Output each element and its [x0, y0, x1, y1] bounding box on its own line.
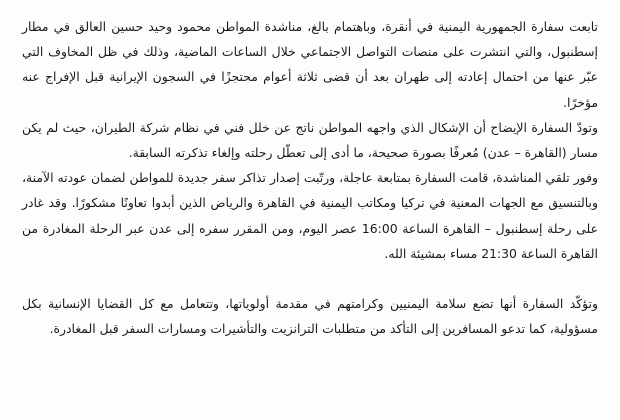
paragraph-explanation: وتودّ السفارة الإيضاح أن الإشكال الذي واجهه المواطن ناتج عن خلل فني في نظام شركة الطيران، حيث لم يكن مسار (القاهرة – عدن) مُعرفًا بصورة صحيحة، ما أدى إلى تعطّل رحلته وإلغاء تذكرته السابقة. — [22, 119, 598, 161]
statement-body — [22, 14, 598, 341]
paragraph-commitment: وتؤكّد السفارة أنها تضع سلامة اليمنيين وكرامتهم في مقدمة أولوياتها، وتتعامل مع كل القضايا الإنسانية بكل مسؤولية، كما تدعو المسافرين إلى التأكد من متطلبات الترانزيت والتأشيرات ومسارات السفر قبل المغادرة. — [22, 296, 598, 337]
paragraph-incident: تابعت سفارة الجمهورية اليمنية في أنقرة، وباهتمام بالغ، مناشدة المواطن محمود وحيد حسين العالق في مطار إسطنبول، والتي انتشرت على منصات التواصل الاجتماعي خلال الساعات الماضية، وذلك في ظل المخاوف التي عبّر عنها من احتمال إعادته إلى طهران بعد أن قضى ثلاثة أعوام محتجزًا في السجون الإيرانية قبل الإفراج عنه مؤخرًا. — [22, 19, 598, 110]
paragraph-actions: وفور تلقي المناشدة، قامت السفارة بمتابعة عاجلة، ورتّبت إصدار تذاكر سفر جديدة للمواطن لضمان عودته الآمنة، وبالتنسيق مع الجهات المعنية في تركيا ومكاتب اليمنية في القاهرة والرياض الذين أبدوا تعاونًا مشكورًا. وقد غادر على رحلة إسطنبول – القاهرة الساعة 16:00 عصر اليوم، ومن المقرر سفره إلى عدن عبر الرحلة المغادرة من القاهرة الساعة 21:30 مساء بمشيئة الله. — [22, 170, 598, 261]
paragraph-gap — [22, 266, 598, 291]
